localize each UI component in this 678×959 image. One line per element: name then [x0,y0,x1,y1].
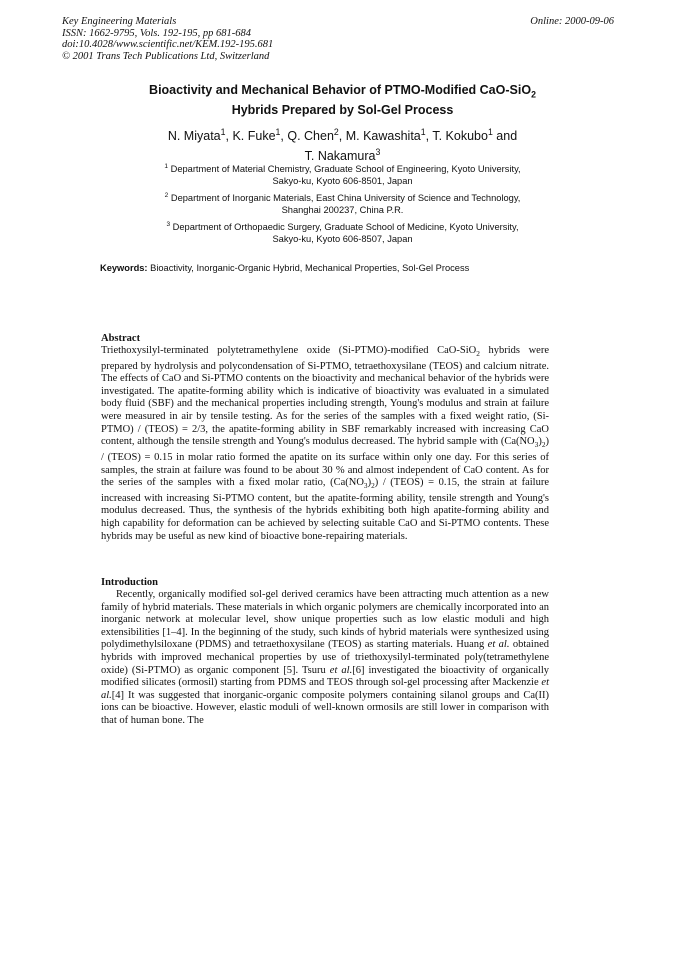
author-name: T. Nakamura [304,149,376,164]
affiliation-mark: 2 [164,192,169,199]
subscript: 2 [371,481,375,491]
abstract-text: hybrids were prepared by hydrolysis and polycondensation of Si-PTMO, tetraethoxysilane (TEOS) and calcium nitrate. The effects of CaO and Si-PTMO contents on the bioactivity and mechanical behavior of the hybrids were investigated. The apatite-forming ability which is indicative of bioactivity was evaluated in a simulated body fluid (SBF) and the mechanical properties including strength, Young's modulus and strain at failure were measured in air by tensile testing. As for the series of the samples with a fixed weight ratio, (Si-PTMO) / (TEOS) = 2/3, the apatite-forming ability in SBF remarkably increased with increasing CaO content, although the tensile strength and Young's modulus decreased. The hybrid sample with (Ca(NO [101,345,549,448]
abstract-body [101,345,549,543]
intro-italic: et al. [329,664,353,676]
affiliation-3 [100,219,585,245]
intro-italic: et al. [487,639,510,651]
abstract-text: Triethoxysilyl-terminated polytetramethylene oxide (Si-PTMO)-modified CaO-SiO [101,345,477,356]
author-name: , K. Fuke [225,129,276,144]
author-affiliation-mark: 1 [220,127,226,137]
subscript: 3 [363,481,368,491]
keywords [100,263,469,273]
title-line-2: Hybrids Prepared by Sol-Gel Process [231,102,454,117]
subscript: 2 [541,440,546,450]
affiliation-mark: 1 [164,163,169,170]
author-name: , Q. Chen [280,129,334,144]
affiliation-mark: 3 [166,221,171,228]
affiliation-line: Sakyo-ku, Kyoto 606-8501, Japan [272,176,413,187]
paper-title [70,83,615,118]
author-affiliation-mark: 2 [333,127,339,137]
affiliation-line: Department of Material Chemistry, Graduate School of Engineering, Kyoto University, [170,164,521,175]
title-subscript: 2 [531,89,536,100]
intro-text: [6] investigated the bioactivity of organically modified silicates (ormosil) starting from PDMS and TEOS through sol-gel processing after Mackenzie [101,664,549,689]
author-name: , M. Kawashita [338,129,421,144]
author-affiliation-mark: 1 [275,127,281,137]
author-affiliation-mark: 3 [375,147,381,158]
intro-text: Recently, organically modified sol-gel derived ceramics have been attracting much attention as a new family of hybrid materials. These materials in which organic polymers are chemically incorporated into an inorganic network at molecular level, show unique properties such as low elastic moduli and high extensibilities [1–4]. In the beginning of the study, such kinds of hybrid materials were synthesized using polydimethylsiloxane (PDMS) and tetraethoxysilane (TEOS) as starting materials. Huang [101,589,549,651]
issn-line: ISSN: 1662-9795, Vols. 192-195, pp 681-684 [62,27,251,39]
abstract-heading: Abstract [101,333,141,344]
affiliation-line: Department of Orthopaedic Surgery, Graduate School of Medicine, Kyoto University, [172,222,519,233]
subscript: 2 [476,349,480,359]
journal-header [62,16,273,62]
affiliation-1 [100,161,585,187]
introduction-body [101,589,549,728]
abstract-text: ) [367,477,372,489]
keywords-text: Bioactivity, Inorganic-Organic Hybrid, Mechanical Properties, Sol-Gel Process [147,263,470,273]
affiliation-line: Shanghai 200237, China P.R. [281,205,404,216]
abstract-text: ) / (TEOS) = 0.15, the strain at failure increased with increasing Si-PTMO content, but the apatite-forming ability, tensile strength and Young's modulus decreased. Thus, the synthesis of the hybrids exhibiting both high apatite-forming ability and high capability for deformation can be achieved by selecting suitable CaO and Si-PTMO contents. These hybrids may be useful as new kind of bioactive bone-repairing materials. [101,477,550,542]
intro-italic: et al. [101,677,549,701]
subscript: 3 [534,440,539,450]
affiliation-2 [100,190,585,216]
copyright-line: © 2001 Trans Tech Publications Ltd, Switzerland [62,50,270,62]
title-line-1: Bioactivity and Mechanical Behavior of PTMO-Modified CaO-SiO [149,83,532,97]
author-affiliation-mark: 1 [487,127,493,137]
author-affiliation-mark: 1 [420,127,426,137]
author-name: N. Miyata [167,129,221,144]
author-list [90,124,595,164]
keywords-label: Keywords: [100,263,148,273]
journal-name: Key Engineering Materials [62,16,177,27]
author-separator: and [492,129,518,144]
introduction-heading: Introduction [101,577,158,588]
affiliation-line: Sakyo-ku, Kyoto 606-8507, Japan [272,234,413,245]
intro-text: [4] It was suggested that inorganic-organic composite polymers containing silanol groups and Ca(II) ions can be bioactive. However, elastic moduli of well-known ormosils are still lower in comparison with that of human bone. The [101,689,549,726]
author-name: , T. Kokubo [425,129,488,144]
abstract-text: ) / (TEOS) = 0.15 in molar ratio formed the apatite on its surface within only one day. For this series of samples, the strain at failure was found to be about 30 % and almost independent of CaO content. As for the series of the samples with a fixed molar ratio, (Ca(NO [101,436,549,489]
doi-line[interactable]: doi:10.4028/www.scientific.net/KEM.192-195.681 [62,39,274,50]
intro-text: obtained hybrids with improved mechanical properties by use of triethoxysilyl-terminated poly(tetramethylene oxide) (Si-PTMO) as organic component [5]. Tsuru [101,639,550,676]
affiliation-line: Department of Inorganic Materials, East China University of Science and Technology, [170,193,521,204]
online-date: Online: 2000-09-06 [530,16,614,27]
abstract-text: ) [538,436,542,448]
